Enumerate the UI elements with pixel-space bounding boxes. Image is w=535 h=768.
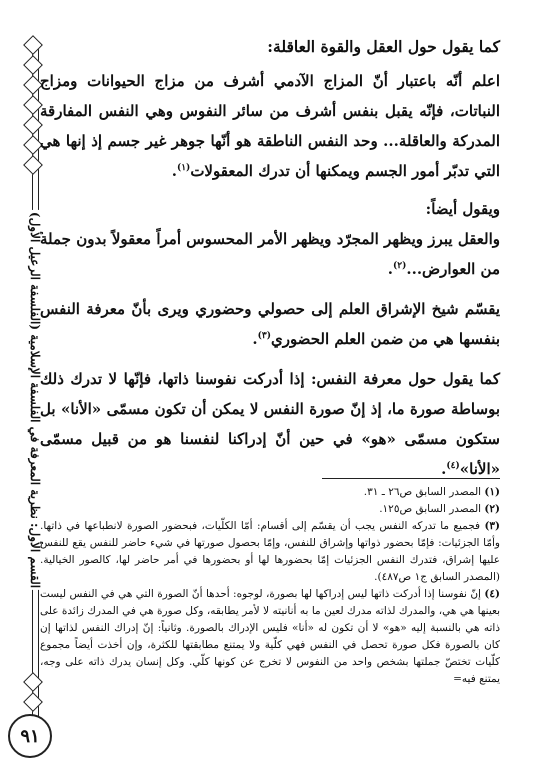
footnote-number: (٤) xyxy=(484,588,500,600)
footnote-ref[interactable]: (٢) xyxy=(393,261,407,271)
footnote-text: المصدر السابق ص٢٦ ـ ٣١. xyxy=(363,486,482,498)
paragraph: ويقول أيضاً: xyxy=(425,200,500,218)
footnote-text: فجميع ما تدركه النفس يجب أن يقسّم إلى أقسام: أمّا الكلّيات، فبحضور الصورة لانطباعها في ذاتها. وأمّا الجزئيات: فإمّا بحضور ذواتها وإشراق للنفس، وإمّا بحصول صورتها في شيء حاضر للنفس يقع للنفس عليها إشراق، فتدرك النفس الجزئيات إمّا بحضورها لها أو بحضورها في أمر حاضر لها، كالصور الخيالية. (المصدر السابق ج١ ص٤٨٧). xyxy=(40,520,500,583)
footnote-number: (١) xyxy=(484,486,500,498)
paragraph: اعلم أنّه باعتبار أنّ المزاج الآدمي أشرف من مزاج الحيوانات ومزاج النباتات، فإنّه يقبل بنفس أشرف من سائر النفوس وهي النفس المفارقة المدركة والعاقلة... وحد النفس الناطقة هو أنّها جوهر غير جسم إذ إنها هي التي تدبّر أمور الجسم ويمكنها أن تدرك المعقولات$^{(١)}$. xyxy=(40,72,500,180)
footnote-text: المصدر السابق ص١٢٥. xyxy=(379,503,482,515)
paragraph: والعقل يبرز ويظهر المجرّد ويظهر الأمر المحسوس أمراً معقولاً بدون جملة من العوارض...$^{(٢)}$. xyxy=(40,230,500,278)
footnote xyxy=(40,484,500,501)
footnote-text: إنّ نفوسنا إذا أدركت ذاتها ليس إدراكها لها بصورة، لوجوه: أحدها أنّ الصورة التي هي في النفس ليست بعينها هي هي، والمدرك لذاته مدرك لعين ما به أنانيته لا لأمر يطابقه، وكل صورة هي في المدرك زائدة على ذاته هي بالنسبة إليه «هو» لا أن تكون له «أنا» فليس الإدراك بالصورة. وثانياً: إنّ إدراك النفس لذاتها إن كان بالصورة فكل صورة تحصل في النفس فهي كلّية ولا يمتنع مطابقتها للكثرة، وإن أخذت أيضاً مجموع كلّيات تختصّ جملتها بشخص واحد من النفوس لا تخرج عن كونها كلّي. وكل إنسان يدرك ذاته على وجه، يمتنع فيه= xyxy=(40,588,500,685)
paragraph: يقسّم شيخ الإشراق العلم إلى حصولي وحضوري ويرى بأنّ معرفة النفس بنفسها هي من ضمن العلم الحضوري$^{(٣)}$. xyxy=(40,300,500,348)
footnote-ref[interactable]: (٣) xyxy=(257,331,271,341)
margin-ornament: القسم الأول: نظرية المعرفة في الفلسفة الإسلامية (الفلسفة الرعيل الأول) xyxy=(8,20,52,765)
diamond-ornament-icon xyxy=(23,692,43,712)
footnote xyxy=(40,518,500,586)
footnote xyxy=(40,586,500,688)
paragraph: كما يقول حول معرفة النفس: إذا أدركت نفوسنا ذاتها، فإنّها لا تدرك ذلك بوساطة صورة ما، إذ إنّ صورة النفس لا يمكن أن تكون مسمّى «الأنا» بل ستكون مسمّى «هو» في حين أنّ إدراكنا لنفسنا هو من قبيل مسمّى «الأنا»$^{(٤)}$. xyxy=(40,370,500,478)
footnote-ref[interactable]: (٤) xyxy=(446,461,460,471)
footnote-number: (٢) xyxy=(484,503,500,515)
main-text xyxy=(40,32,500,484)
footnote-ref[interactable]: (١) xyxy=(176,163,191,173)
section-lead: كما يقول حول العقل والقوة العاقلة: xyxy=(267,37,500,56)
footnote-number: (٣) xyxy=(484,520,501,532)
footnote xyxy=(40,501,500,518)
footnote-separator xyxy=(322,478,500,479)
footnotes xyxy=(40,484,500,688)
page-number: ٩١ xyxy=(8,714,52,758)
